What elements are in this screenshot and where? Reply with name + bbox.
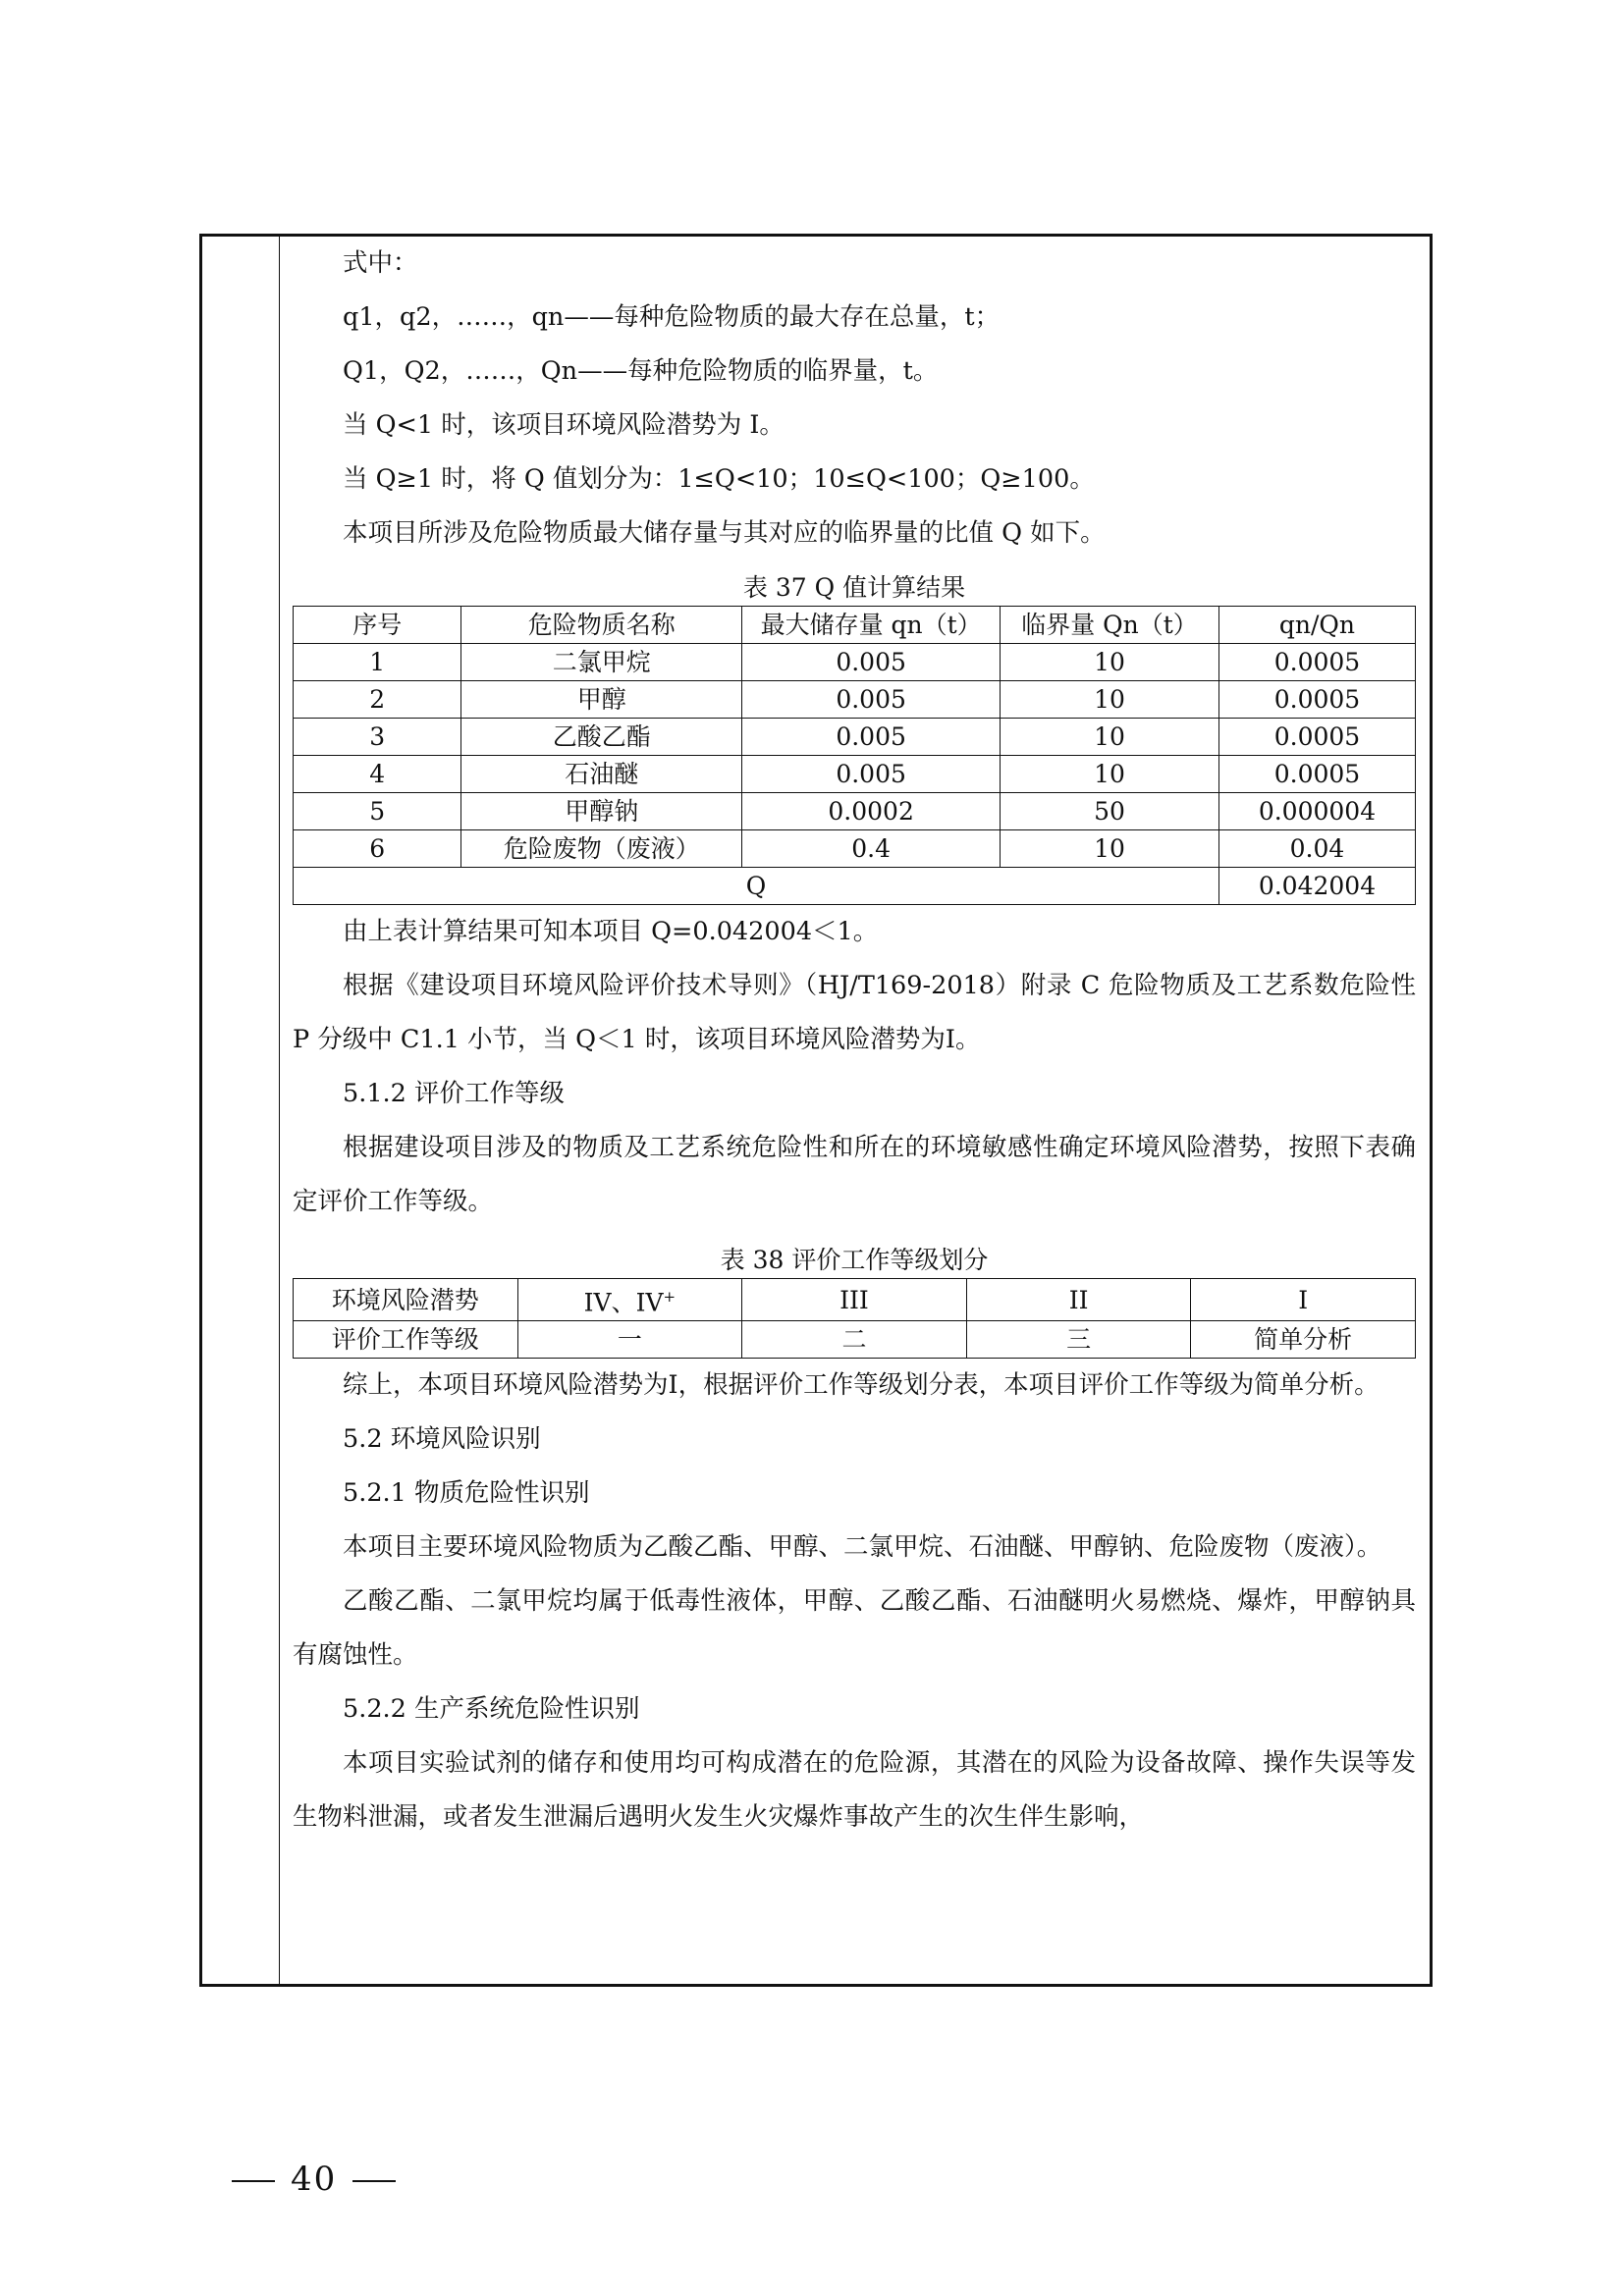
paragraph: 式中： bbox=[343, 248, 418, 278]
table-cell: 0.005 bbox=[742, 719, 1001, 756]
table-row bbox=[294, 1321, 1416, 1359]
total-label-cell: Q bbox=[294, 868, 1219, 905]
table-cell: 甲醇 bbox=[461, 681, 742, 719]
superscript-plus: + bbox=[663, 1288, 677, 1306]
header-cell: 序号 bbox=[294, 607, 461, 644]
table-cell: 4 bbox=[294, 756, 461, 793]
table37-caption: 表 37 Q 值计算结果 bbox=[742, 573, 966, 602]
table-cell: 10 bbox=[1001, 719, 1219, 756]
table-cell: 10 bbox=[1001, 756, 1219, 793]
table-cell: 石油醚 bbox=[461, 756, 742, 793]
paragraph: Q1，Q2，……，Qn——每种危险物质的临界量，t。 bbox=[343, 356, 939, 386]
table-cell: 0.0005 bbox=[1218, 756, 1415, 793]
table-cell: 危险废物（废液） bbox=[461, 830, 742, 868]
page-footer bbox=[216, 2160, 411, 2199]
table-cell: 0.000004 bbox=[1218, 793, 1415, 830]
document-frame bbox=[199, 234, 1433, 1987]
paragraph: 综上，本项目环境风险潜势为I，根据评价工作等级划分表，本项目评价工作等级为简单分析。 bbox=[343, 1370, 1380, 1401]
paragraph: 由上表计算结果可知本项目 Q=0.042004＜1。 bbox=[343, 917, 879, 946]
table-row bbox=[294, 793, 1416, 830]
paragraph: 当 Q<1 时，该项目环境风险潜势为 I。 bbox=[343, 410, 785, 440]
left-label-column bbox=[202, 237, 280, 1984]
table-cell: 三 bbox=[966, 1321, 1191, 1359]
table-cell: 0.005 bbox=[742, 644, 1001, 681]
table-cell: 0.0002 bbox=[742, 793, 1001, 830]
table-cell: 二 bbox=[742, 1321, 967, 1359]
table-cell: 0.005 bbox=[742, 756, 1001, 793]
paragraph: 当 Q≥1 时，将 Q 值划分为：1≤Q<10；10≤Q<100；Q≥100。 bbox=[343, 464, 1095, 494]
table-cell: 10 bbox=[1001, 681, 1219, 719]
paragraph: 本项目所涉及危险物质最大储存量与其对应的临界量的比值 Q 如下。 bbox=[343, 518, 1106, 548]
table-cell: 10 bbox=[1001, 644, 1219, 681]
header-cell: 最大储存量 qn（t） bbox=[742, 607, 1001, 644]
section-heading: 5.2.2 生产系统危险性识别 bbox=[343, 1694, 640, 1725]
table-cell: 0.005 bbox=[742, 681, 1001, 719]
table-cell: 甲醇钠 bbox=[461, 793, 742, 830]
paragraph: 根据《建设项目环境风险评价技术导则》（HJ/T169-2018）附录 C 危险物质及工艺系数危险性 P 分级中 C1.1 小节，当 Q＜1 时，该项目环境风险潜势为I。 bbox=[293, 971, 1416, 1054]
paragraph: 乙酸乙酯、二氯甲烷均属于低毒性液体，甲醇、乙酸乙酯、石油醚明火易燃烧、爆炸，甲醇钠具有腐蚀性。 bbox=[293, 1586, 1416, 1671]
section-heading: 5.2.1 物质危险性识别 bbox=[343, 1478, 590, 1509]
table-cell: 0.4 bbox=[742, 830, 1001, 868]
table-cell bbox=[517, 1279, 742, 1321]
table-row bbox=[294, 830, 1416, 868]
table-cell: 0.0005 bbox=[1218, 644, 1415, 681]
total-value-cell: 0.042004 bbox=[1218, 868, 1415, 905]
table-cell: 二氯甲烷 bbox=[461, 644, 742, 681]
paragraph: 本项目实验试剂的储存和使用均可构成潜在的危险源，其潜在的风险为设备故障、操作失误等发生物料泄漏，或者发生泄漏后遇明火发生火灾爆炸事故产生的次生伴生影响， bbox=[293, 1748, 1416, 1833]
table-cell: 0.04 bbox=[1218, 830, 1415, 868]
footer-dash-left bbox=[232, 2180, 275, 2182]
table37 bbox=[293, 606, 1416, 905]
table-cell: II bbox=[966, 1279, 1191, 1321]
table-row bbox=[294, 756, 1416, 793]
table38 bbox=[293, 1278, 1416, 1359]
table-cell: 一 bbox=[517, 1321, 742, 1359]
section-heading: 5.1.2 评价工作等级 bbox=[343, 1079, 565, 1108]
footer-dash-right bbox=[352, 2180, 396, 2182]
table-row bbox=[294, 644, 1416, 681]
table-cell: III bbox=[742, 1279, 967, 1321]
paragraph: 本项目主要环境风险物质为乙酸乙酯、甲醇、二氯甲烷、石油醚、甲醇钠、危险废物（废液）。 bbox=[343, 1532, 1382, 1563]
table-row bbox=[294, 681, 1416, 719]
table-cell: 6 bbox=[294, 830, 461, 868]
table-cell: 0.0005 bbox=[1218, 681, 1415, 719]
table-cell: 2 bbox=[294, 681, 461, 719]
table-cell: 评价工作等级 bbox=[294, 1321, 518, 1359]
page-number: 40 bbox=[291, 2160, 338, 2199]
table-cell: 1 bbox=[294, 644, 461, 681]
table-header-row bbox=[294, 607, 1416, 644]
table-cell: 乙酸乙酯 bbox=[461, 719, 742, 756]
header-cell: 危险物质名称 bbox=[461, 607, 742, 644]
table-cell: 3 bbox=[294, 719, 461, 756]
paragraph: 根据建设项目涉及的物质及工艺系统危险性和所在的环境敏感性确定环境风险潜势，按照下表确定评价工作等级。 bbox=[293, 1133, 1416, 1216]
table-cell: 0.0005 bbox=[1218, 719, 1415, 756]
table-cell: 环境风险潜势 bbox=[294, 1279, 518, 1321]
table-cell: 50 bbox=[1001, 793, 1219, 830]
table-row bbox=[294, 1279, 1416, 1321]
cell-text: IV、IV bbox=[583, 1288, 664, 1317]
table38-caption: 表 38 评价工作等级划分 bbox=[720, 1246, 989, 1274]
header-cell: 临界量 Qn（t） bbox=[1001, 607, 1219, 644]
table-cell: 5 bbox=[294, 793, 461, 830]
section-heading: 5.2 环境风险识别 bbox=[343, 1424, 541, 1455]
header-cell: qn/Qn bbox=[1218, 607, 1415, 644]
table-row bbox=[294, 719, 1416, 756]
table-cell: 简单分析 bbox=[1191, 1321, 1416, 1359]
table-total-row bbox=[294, 868, 1416, 905]
paragraph: q1，q2，……，qn——每种危险物质的最大存在总量，t； bbox=[343, 302, 1001, 332]
table-cell: 10 bbox=[1001, 830, 1219, 868]
table-cell: I bbox=[1191, 1279, 1416, 1321]
content-area bbox=[293, 237, 1416, 1984]
